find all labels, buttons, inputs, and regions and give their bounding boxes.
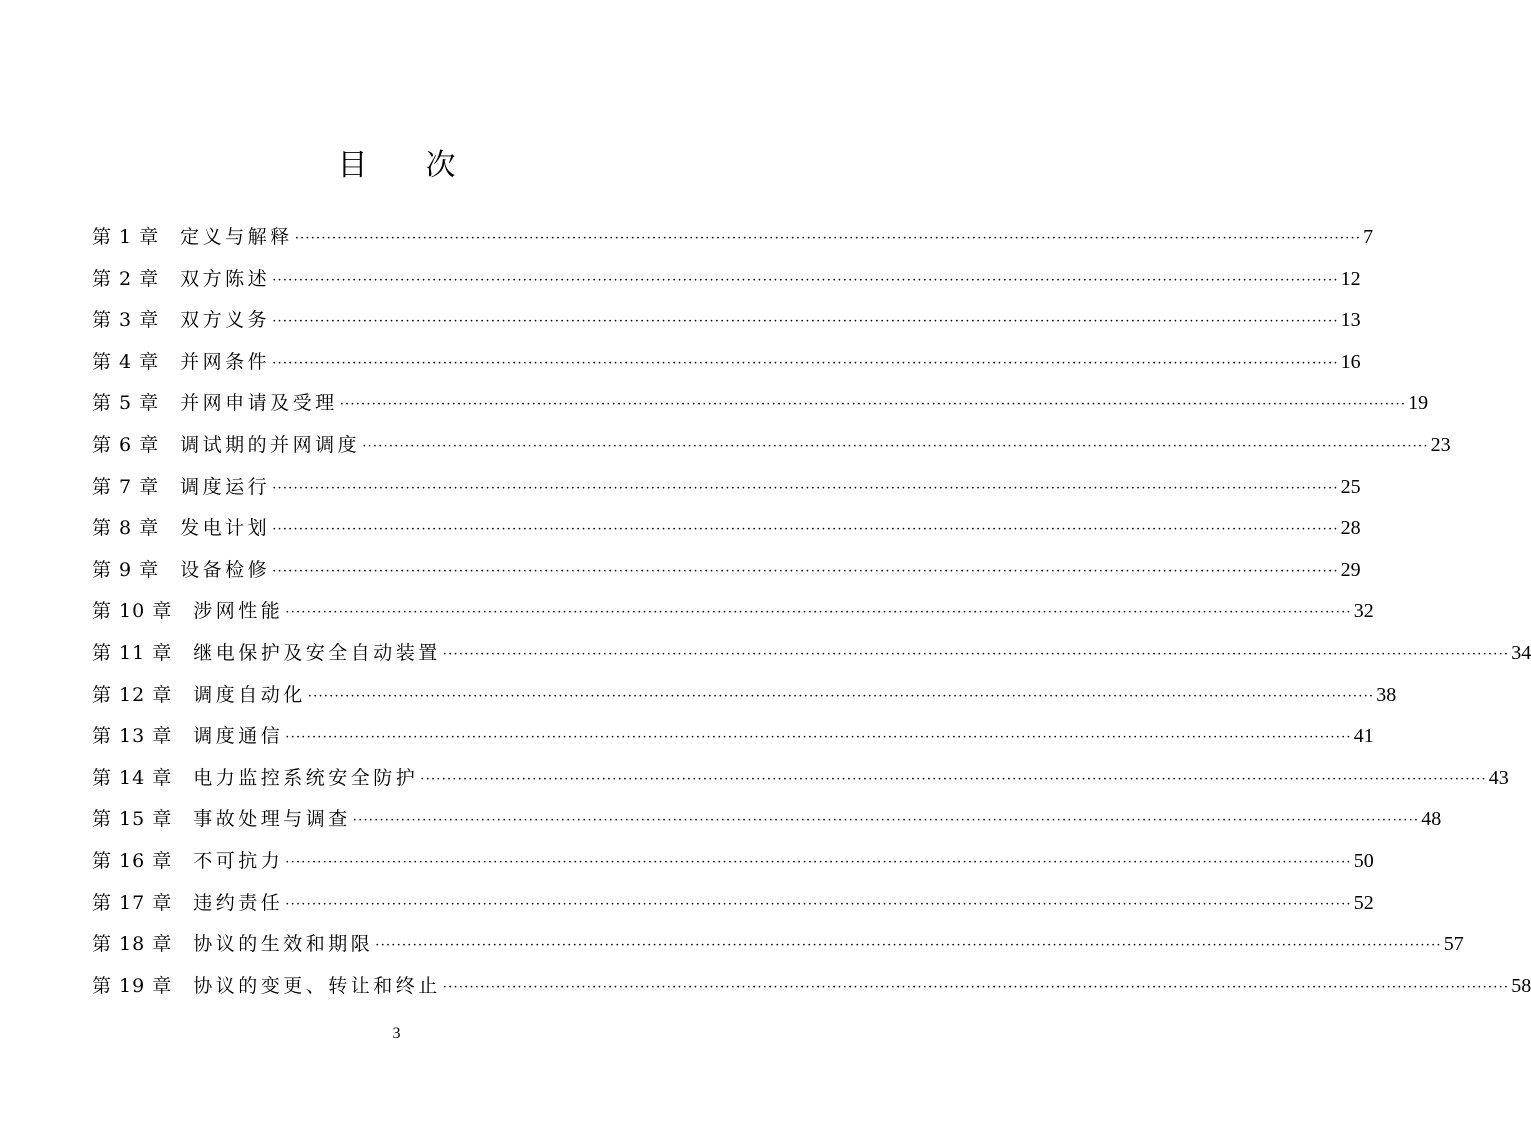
toc-chapter-number: 第 1 章 xyxy=(92,226,160,248)
toc-chapter-title: 违约责任 xyxy=(193,891,284,914)
toc-entry[interactable] xyxy=(92,555,1361,597)
toc-chapter-title: 不可抗力 xyxy=(193,849,284,872)
toc-entry[interactable] xyxy=(92,264,1361,306)
toc-chapter-title: 电力监控系统安全防护 xyxy=(193,766,419,789)
toc-chapter-number: 第 11 章 xyxy=(92,641,173,664)
toc-leader-dots: ········································································································································································································ xyxy=(339,397,1407,413)
toc-chapter-title: 调度自动化 xyxy=(193,683,306,706)
toc-entry[interactable] xyxy=(92,347,1361,389)
toc-chapter-title: 协议的生效和期限 xyxy=(193,933,374,956)
toc-chapter-title: 并网条件 xyxy=(180,350,271,373)
toc-chapter-title: 设备检修 xyxy=(180,558,271,581)
toc-chapter-number: 第 18 章 xyxy=(92,933,173,956)
toc-chapter-title: 双方义务 xyxy=(180,309,271,332)
toc-page-number: 23 xyxy=(1430,433,1451,456)
toc-page-number: 34 xyxy=(1511,641,1531,664)
toc-chapter-number: 第 4 章 xyxy=(92,350,160,373)
toc-chapter-title: 定义与解释 xyxy=(180,226,293,248)
toc-leader-dots: ········································································································································································································ xyxy=(285,605,1352,621)
toc-chapter-title: 调度通信 xyxy=(193,725,284,748)
toc-entry[interactable] xyxy=(92,388,1429,430)
toc-chapter-number: 第 15 章 xyxy=(92,808,173,831)
toc-page-number: 29 xyxy=(1340,558,1361,581)
toc-entry[interactable] xyxy=(92,638,1531,680)
toc-page-number: 48 xyxy=(1421,808,1442,831)
toc-entry[interactable] xyxy=(92,763,1509,805)
toc-page-number: 58 xyxy=(1511,974,1531,997)
toc-entry[interactable] xyxy=(92,680,1397,722)
toc-chapter-number: 第 2 章 xyxy=(92,267,160,290)
toc-page-number: 57 xyxy=(1443,933,1464,956)
toc-leader-dots: ········································································································································································································ xyxy=(272,563,1339,579)
toc-chapter-number: 第 5 章 xyxy=(92,392,160,415)
toc-entry[interactable] xyxy=(92,596,1374,638)
toc-chapter-number: 第 19 章 xyxy=(92,974,173,997)
toc-entry[interactable] xyxy=(92,804,1442,846)
toc-page-number: 52 xyxy=(1353,891,1374,914)
toc-leader-dots: ········································································································································································································ xyxy=(272,355,1339,371)
toc-chapter-number: 第 3 章 xyxy=(92,309,160,332)
toc-chapter-number: 第 6 章 xyxy=(92,433,160,456)
toc-chapter-number: 第 16 章 xyxy=(92,849,173,872)
toc-chapter-title: 事故处理与调查 xyxy=(193,808,351,831)
toc-leader-dots: ········································································································································································································ xyxy=(285,854,1352,870)
toc-leader-dots: ········································································································································································································ xyxy=(420,771,1487,787)
toc-page-number: 43 xyxy=(1488,766,1509,789)
toc-chapter-title: 发电计划 xyxy=(180,517,271,540)
toc-entry[interactable] xyxy=(92,305,1361,347)
toc-leader-dots: ········································································································································································································ xyxy=(285,730,1352,746)
toc-page-number: 13 xyxy=(1340,309,1361,332)
toc-chapter-number: 第 10 章 xyxy=(92,600,173,623)
table-of-contents xyxy=(92,222,1531,1012)
title-char-2: 次 xyxy=(425,148,456,183)
toc-entry[interactable] xyxy=(92,929,1464,971)
toc-entry[interactable] xyxy=(92,846,1374,888)
title-char-1: 目 xyxy=(337,148,368,183)
toc-chapter-title: 调度运行 xyxy=(180,475,271,498)
toc-chapter-title: 双方陈述 xyxy=(180,267,271,290)
toc-page-number: 12 xyxy=(1340,267,1361,290)
toc-page-number: 50 xyxy=(1353,849,1374,872)
toc-chapter-number: 第 7 章 xyxy=(92,475,160,498)
toc-leader-dots: ········································································································································································································ xyxy=(442,979,1510,995)
toc-chapter-number: 第 17 章 xyxy=(92,891,173,914)
toc-chapter-title: 协议的变更、转让和终止 xyxy=(193,974,441,997)
toc-page-number: 28 xyxy=(1340,517,1361,540)
toc-page-number: 25 xyxy=(1340,475,1361,498)
page-title xyxy=(0,140,793,184)
toc-entry[interactable] xyxy=(92,971,1531,1013)
toc-entry[interactable] xyxy=(92,472,1361,514)
toc-chapter-title: 涉网性能 xyxy=(193,600,284,623)
toc-leader-dots: ········································································································································································································ xyxy=(272,314,1339,330)
toc-page-number: 16 xyxy=(1340,350,1361,373)
toc-page-number: 32 xyxy=(1353,600,1374,623)
page-number: 3 xyxy=(392,1025,401,1042)
toc-leader-dots: ········································································································································································································ xyxy=(272,272,1339,288)
toc-leader-dots: ········································································································································································································ xyxy=(307,688,1375,704)
toc-chapter-number: 第 13 章 xyxy=(92,725,173,748)
toc-entry[interactable] xyxy=(92,721,1374,763)
toc-page-number: 38 xyxy=(1376,683,1397,706)
toc-leader-dots: ········································································································································································································ xyxy=(285,896,1352,912)
toc-leader-dots: ········································································································································································································ xyxy=(442,646,1510,662)
toc-leader-dots: ········································································································································································································ xyxy=(375,938,1442,954)
toc-entry[interactable] xyxy=(92,888,1374,930)
toc-chapter-number: 第 14 章 xyxy=(92,766,173,789)
toc-chapter-title: 并网申请及受理 xyxy=(180,392,338,415)
toc-chapter-number: 第 8 章 xyxy=(92,517,160,540)
toc-chapter-title: 调试期的并网调度 xyxy=(180,433,361,456)
toc-page-number: 41 xyxy=(1353,725,1374,748)
toc-entry[interactable] xyxy=(92,222,1374,264)
toc-leader-dots: ········································································································································································································ xyxy=(272,522,1339,538)
toc-chapter-number: 第 9 章 xyxy=(92,558,160,581)
toc-leader-dots: ········································································································································································································ xyxy=(272,480,1339,496)
toc-chapter-number: 第 12 章 xyxy=(92,683,173,706)
toc-leader-dots: ········································································································································································································ xyxy=(294,231,1362,246)
toc-page-number: 19 xyxy=(1408,392,1429,415)
toc-entry[interactable] xyxy=(92,430,1451,472)
toc-entry[interactable] xyxy=(92,513,1361,555)
toc-chapter-title: 继电保护及安全自动装置 xyxy=(193,641,441,664)
toc-leader-dots: ········································································································································································································ xyxy=(362,438,1429,454)
toc-leader-dots: ········································································································································································································ xyxy=(352,813,1420,829)
toc-page-number: 7 xyxy=(1363,226,1374,248)
